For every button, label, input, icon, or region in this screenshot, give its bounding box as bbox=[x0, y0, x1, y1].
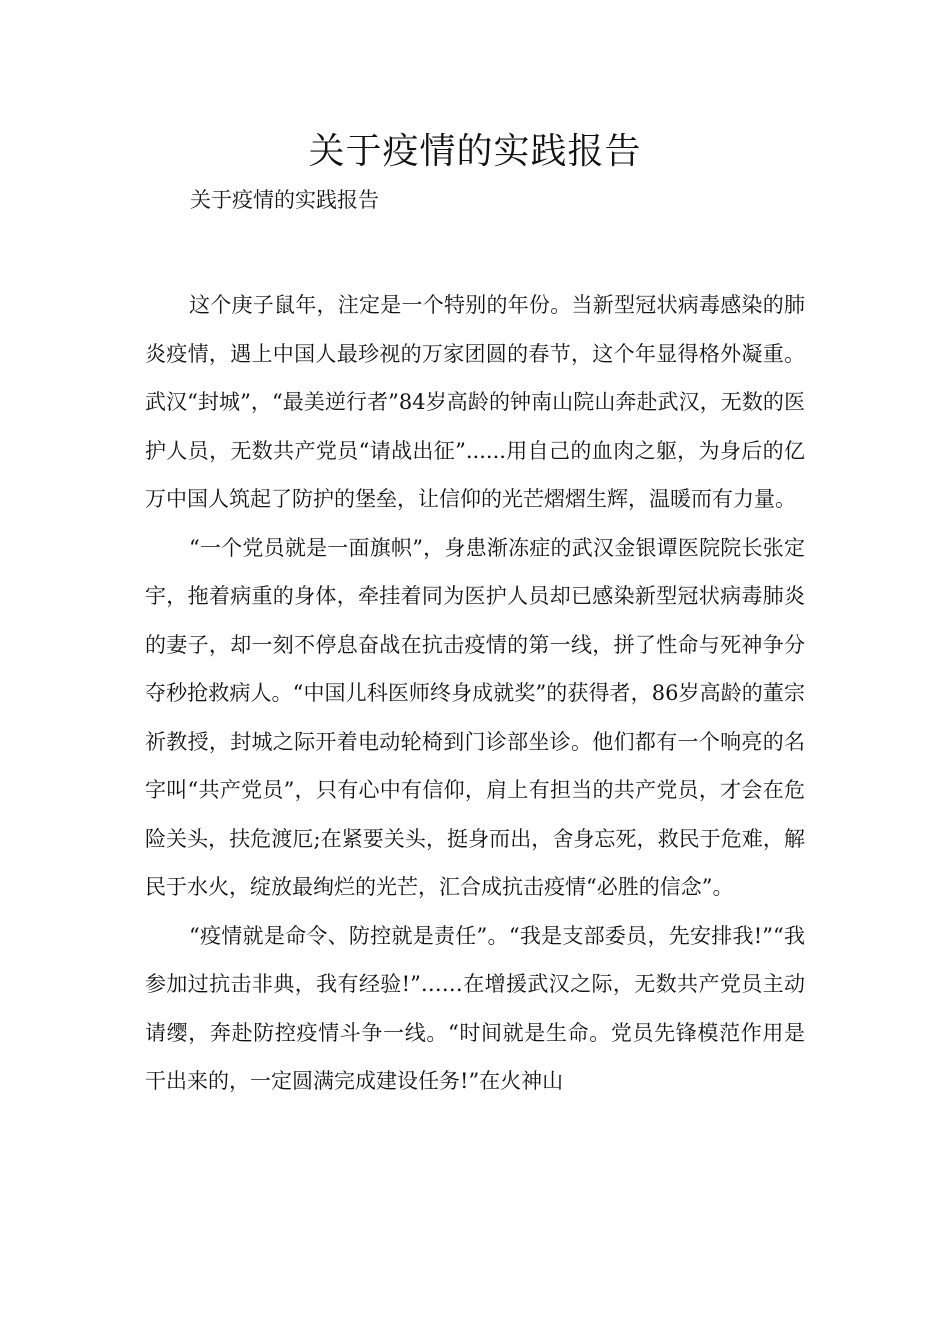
document-title: 关于疫情的实践报告 bbox=[308, 131, 642, 172]
document-subtitle: 关于疫情的实践报告 bbox=[190, 188, 379, 212]
body-paragraph-3: “疫情就是命令、防控就是责任”。“我是支部委员，先安排我!”“我参加过抗击非典，我有经验!”……在增援武汉之际，无数共产党员主动请缨，奔赴防控疫情斗争一线。“时间就是生命。党员先锋模范作用是干出来的，一定圆满完成建设任务!”在火神山 bbox=[145, 923, 805, 1093]
body-paragraph-2: “一个党员就是一面旗帜”，身患渐冻症的武汉金银谭医院院长张定宇，拖着病重的身体，牵挂着同为医护人员却已感染新型冠状病毒肺炎的妻子，却一刻不停息奋战在抗击疫情的第一线，拼了性命与死神争分夺秒抢救病人。“中国儿科医师终身成就奖”的获得者，86岁高龄的董宗祈教授，封城之际开着电动轮椅到门诊部坐诊。他们都有一个响亮的名字叫“共产党员”，只有心中有信仰，肩上有担当的共产党员，才会在危险关头，扶危渡厄;在紧要关头，挺身而出，舍身忘死，救民于危难，解民于水火，绽放最绚烂的光芒，汇合成抗击疫情“必胜的信念”。 bbox=[145, 535, 805, 899]
body-paragraph-1: 这个庚子鼠年，注定是一个特别的年份。当新型冠状病毒感染的肺炎疫情，遇上中国人最珍视的万家团圆的春节，这个年显得格外凝重。武汉“封城”，“最美逆行者”84岁高龄的钟南山院山奔赴武汉，无数的医护人员，无数共产党员“请战出征”......用自己的血肉之躯，为身后的亿万中国人筑起了防护的堡垒，让信仰的光芒熠熠生辉，温暖而有力量。 bbox=[145, 293, 805, 511]
document-body bbox=[145, 281, 805, 1106]
